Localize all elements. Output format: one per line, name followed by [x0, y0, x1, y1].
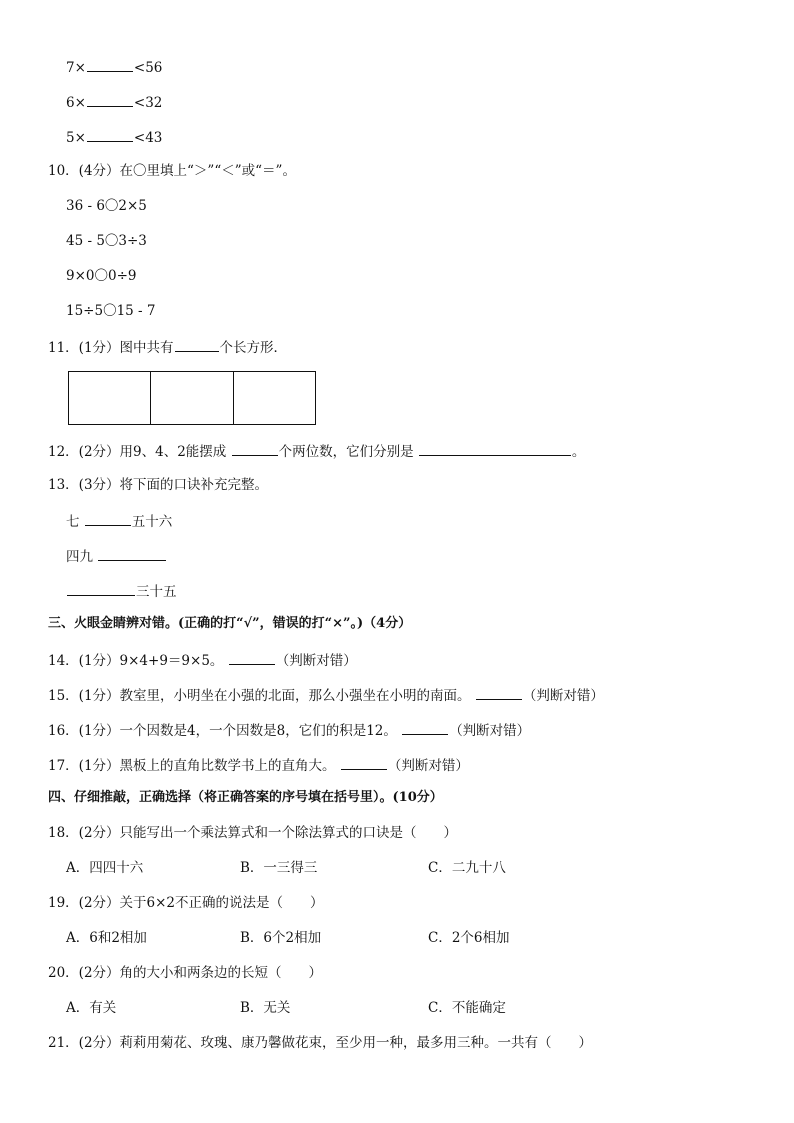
rect-cell: [69, 372, 151, 424]
q14: [48, 650, 357, 670]
q9-line-1: [66, 57, 162, 77]
answer-blank[interactable]: [98, 546, 166, 561]
q17-text: 17．(1分）黑板上的直角比数学书上的直角大。: [48, 758, 340, 774]
answer-blank[interactable]: [402, 720, 448, 735]
q10-item-3: 9×0〇0÷9: [66, 268, 137, 284]
q18-option-c[interactable]: C．二九十八: [428, 860, 506, 876]
q9-line-3: [66, 127, 162, 147]
q10-item-2: 45 - 5〇3÷3: [66, 233, 147, 249]
q19-stem: 19．(2分）关于6×2不正确的说法是（ ）: [48, 895, 324, 911]
rectangles-figure: [68, 371, 316, 425]
q11-pre: 11．(1分）图中共有: [48, 340, 174, 356]
q12-pre: 12．(2分）用9、4、2能摆成: [48, 444, 231, 460]
q13-text: 三十五: [136, 584, 177, 600]
q20-option-b[interactable]: B．无关: [240, 1000, 291, 1016]
q12-mid: 个两位数，它们分别是: [278, 444, 418, 460]
q20-stem: 20．(2分）角的大小和两条边的长短（ ）: [48, 965, 323, 981]
q13-line-2: [66, 546, 167, 566]
answer-blank[interactable]: [419, 441, 571, 456]
q12-stem: [48, 441, 585, 461]
q21-stem: 21．(2分）莉莉用菊花、玫瑰、康乃馨做花束，至少用一种，最多用三种。一共有（ ）: [48, 1035, 593, 1051]
q18-option-a[interactable]: A．四四十六: [66, 860, 144, 876]
answer-blank[interactable]: [232, 441, 278, 456]
q16-text: 16．(1分）一个因数是4，一个因数是8，它们的积是12。: [48, 723, 402, 739]
answer-blank[interactable]: [476, 685, 522, 700]
q10-item-4: 15÷5〇15 - 7: [66, 303, 156, 319]
q10-item-1: 36 - 6〇2×5: [66, 198, 147, 214]
q13-line-1: [66, 511, 172, 531]
q9-left: 7×: [66, 60, 86, 76]
answer-blank[interactable]: [87, 57, 133, 72]
answer-blank[interactable]: [175, 337, 219, 352]
q19-option-a[interactable]: A．6和2相加: [66, 930, 147, 946]
q19-option-c[interactable]: C．2个6相加: [428, 930, 510, 946]
q15-text: 15．(1分）教室里，小明坐在小强的北面，那么小强坐在小明的南面。: [48, 688, 475, 704]
judge-tail: （判断对错）: [275, 653, 357, 669]
q9-left: 6×: [66, 95, 86, 111]
q20-option-a[interactable]: A．有关: [66, 1000, 117, 1016]
q20-option-c[interactable]: C．不能确定: [428, 1000, 506, 1016]
answer-blank[interactable]: [341, 755, 387, 770]
q18-option-b[interactable]: B．一三得三: [240, 860, 318, 876]
q13-text: 四九: [66, 549, 98, 565]
q17: [48, 755, 469, 775]
q10-stem: 10．(4分）在〇里填上“＞”“＜”或“＝”。: [48, 163, 296, 179]
answer-blank[interactable]: [85, 511, 131, 526]
q19-option-b[interactable]: B．6个2相加: [240, 930, 322, 946]
q12-post: 。: [571, 444, 586, 460]
rect-cell: [234, 372, 315, 424]
answer-blank[interactable]: [87, 127, 133, 142]
answer-blank[interactable]: [229, 650, 275, 665]
q13-stem: 13．(3分）将下面的口诀补充完整。: [48, 477, 269, 493]
rect-cell: [151, 372, 233, 424]
answer-blank[interactable]: [87, 92, 133, 107]
q14-text: 14．(1分）9×4+9＝9×5。: [48, 653, 228, 669]
section-3-heading: 三、火眼金睛辨对错。(正确的打“√”，错误的打“×”。)（4分）: [48, 616, 412, 631]
q11-post: 个长方形．: [219, 340, 288, 356]
q13-text: 五十六: [131, 514, 173, 530]
q16: [48, 720, 530, 740]
q13-text: 七: [66, 514, 84, 530]
answer-blank[interactable]: [67, 581, 135, 596]
q11-stem: [48, 337, 287, 357]
judge-tail: （判断对错）: [387, 758, 469, 774]
q18-stem: 18．(2分）只能写出一个乘法算式和一个除法算式的口诀是（ ）: [48, 825, 458, 841]
judge-tail: （判断对错）: [449, 723, 531, 739]
section-4-heading: 四、仔细推敲，正确选择（将正确答案的序号填在括号里）。(10分）: [48, 790, 443, 805]
q9-right: <56: [133, 60, 163, 76]
q9-line-2: [66, 92, 162, 112]
q13-line-3: [66, 581, 177, 601]
judge-tail: （判断对错）: [522, 688, 604, 704]
q15: [48, 685, 604, 705]
q9-left: 5×: [66, 130, 86, 146]
q9-right: <32: [133, 95, 163, 111]
q9-right: <43: [133, 130, 163, 146]
